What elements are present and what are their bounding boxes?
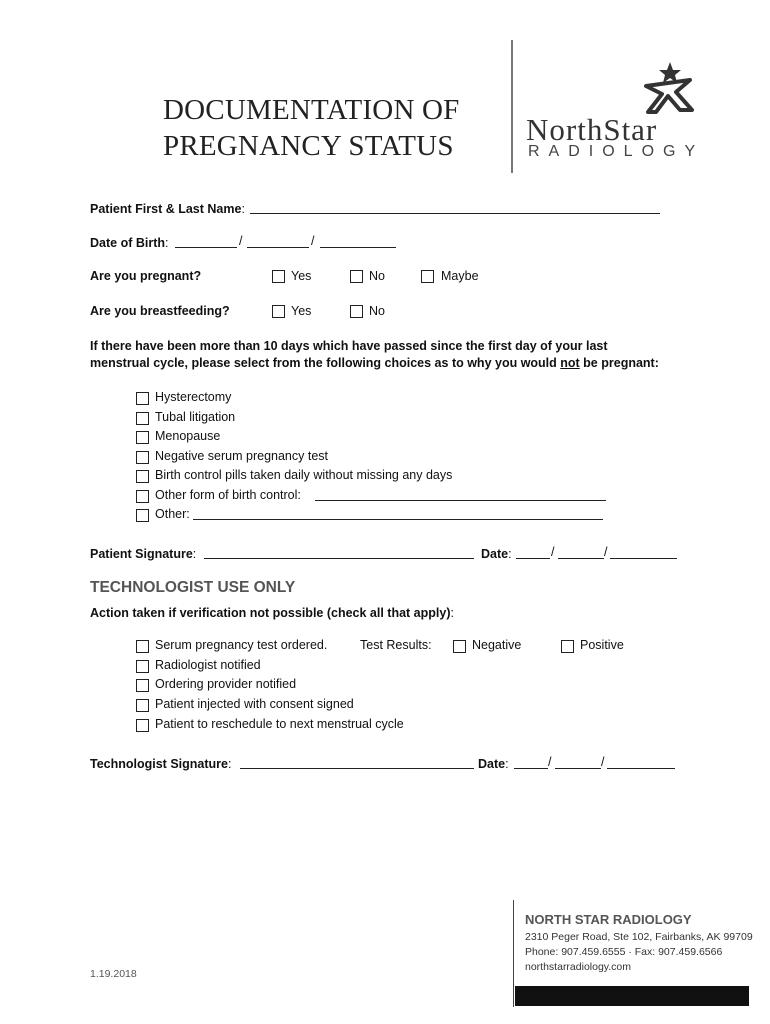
patient-name-field[interactable] — [250, 213, 660, 214]
test-positive-checkbox[interactable] — [561, 640, 574, 653]
dob-row: Date of Birth: — [90, 236, 169, 250]
action-label-row: Action taken if verification not possible (check all that apply): — [90, 606, 454, 620]
emphasis-not: not — [560, 356, 580, 370]
reason-other-birth-control-checkbox[interactable] — [136, 490, 149, 503]
footer-address: 2310 Peger Road, Ste 102, Fairbanks, AK 99709 — [525, 931, 753, 943]
patient-date-year-field[interactable] — [610, 558, 677, 559]
reason-birth-control-pills-checkbox[interactable] — [136, 470, 149, 483]
reason-label: Other form of birth control: — [155, 487, 301, 502]
breastfeeding-no-label: No — [369, 304, 385, 318]
document-title — [163, 92, 503, 164]
reason-label: Negative serum pregnancy test — [155, 448, 329, 463]
technologist-date-year-field[interactable] — [607, 768, 675, 769]
pregnant-label: Are you pregnant? — [90, 269, 202, 283]
date-separator: / — [551, 545, 555, 559]
pregnant-no-checkbox[interactable] — [350, 270, 363, 283]
version-date: 1.19.2018 — [90, 968, 137, 980]
test-negative-checkbox[interactable] — [453, 640, 466, 653]
footer-bar — [515, 986, 749, 1006]
logo-wordmark: NorthStar — [526, 112, 658, 147]
footer-divider — [513, 900, 514, 1007]
test-positive-label: Positive — [580, 638, 624, 652]
technologist-date-day-field[interactable] — [555, 768, 601, 769]
action-label: Patient to reschedule to next menstrual cycle — [155, 716, 404, 731]
patient-date-month-field[interactable] — [516, 558, 550, 559]
date-separator: / — [548, 755, 552, 769]
logo-subtitle: RADIOLOGY — [528, 143, 705, 160]
breastfeeding-yes-checkbox[interactable] — [272, 305, 285, 318]
technologist-date-month-field[interactable] — [514, 768, 548, 769]
reason-menopause-checkbox[interactable] — [136, 431, 149, 444]
dob-label: Date of Birth — [90, 236, 165, 250]
pregnant-yes-checkbox[interactable] — [272, 270, 285, 283]
reason-negative-serum-checkbox[interactable] — [136, 451, 149, 464]
pregnant-yes-label: Yes — [291, 269, 312, 283]
instructions-line-1: If there have been more than 10 days which have passed since the first day of your last — [90, 339, 608, 353]
title-line-2: PREGNANCY STATUS — [163, 130, 454, 162]
action-reschedule-checkbox[interactable] — [136, 719, 149, 732]
technologist-signature-row: Technologist Signature: — [90, 757, 232, 771]
technologist-date-row: Date: — [478, 757, 509, 771]
action-label: Serum pregnancy test ordered. — [155, 638, 328, 652]
dob-day-field[interactable] — [247, 247, 309, 248]
test-results-label: Test Results: — [360, 638, 432, 652]
action-label: Action taken if verification not possible (check all that apply) — [90, 606, 451, 620]
dob-separator: / — [311, 234, 315, 248]
breastfeeding-label: Are you breastfeeding? — [90, 304, 230, 318]
breastfeeding-no-checkbox[interactable] — [350, 305, 363, 318]
test-negative-label: Negative — [472, 638, 522, 652]
footer-company: NORTH STAR RADIOLOGY — [525, 912, 692, 927]
dob-month-field[interactable] — [175, 247, 237, 248]
reason-label: Menopause — [155, 429, 221, 443]
patient-date-row: Date: — [481, 547, 512, 561]
other-birth-control-field[interactable] — [315, 500, 606, 501]
pregnant-maybe-checkbox[interactable] — [421, 270, 434, 283]
patient-name-row: Patient First & Last Name: — [90, 202, 245, 216]
reason-hysterectomy-checkbox[interactable] — [136, 392, 149, 405]
action-injected-consent-checkbox[interactable] — [136, 699, 149, 712]
footer-website[interactable]: northstarradiology.com — [525, 961, 632, 973]
patient-date-day-field[interactable] — [558, 558, 604, 559]
instructions-line-2: menstrual cycle, please select from the following choices as to why you would not be pregnant: — [90, 356, 659, 370]
title-line-1: DOCUMENTATION OF — [163, 94, 460, 126]
action-label: Radiologist notified — [155, 657, 261, 672]
footer-phone-fax: Phone: 907.459.6555 · Fax: 907.459.6566 — [525, 946, 723, 958]
other-reason-field[interactable] — [193, 519, 603, 520]
date-separator: / — [604, 545, 608, 559]
patient-signature-field[interactable] — [204, 558, 474, 559]
date-separator: / — [601, 755, 605, 769]
action-radiologist-checkbox[interactable] — [136, 660, 149, 673]
technologist-heading: TECHNOLOGIST USE ONLY — [90, 579, 296, 596]
dob-year-field[interactable] — [320, 247, 396, 248]
patient-signature-label: Patient Signature — [90, 547, 193, 561]
reason-label: Birth control pills taken daily without missing any days — [155, 468, 453, 482]
patient-signature-row: Patient Signature: — [90, 547, 197, 561]
reason-label: Other: — [155, 507, 190, 521]
pregnant-no-label: No — [369, 269, 385, 283]
patient-date-label: Date — [481, 547, 509, 561]
action-serum-test-checkbox[interactable] — [136, 640, 149, 653]
action-ordering-provider-checkbox[interactable] — [136, 679, 149, 692]
technologist-signature-label: Technologist Signature — [90, 757, 228, 771]
breastfeeding-yes-label: Yes — [291, 304, 312, 318]
pregnant-maybe-label: Maybe — [441, 269, 479, 283]
action-label: Ordering provider notified — [155, 677, 297, 692]
header-divider — [511, 40, 513, 173]
reason-other-checkbox[interactable] — [136, 509, 149, 522]
dob-separator: / — [239, 234, 243, 248]
patient-name-label: Patient First & Last Name — [90, 202, 242, 216]
reason-label: Tubal litigation — [155, 409, 236, 424]
technologist-signature-field[interactable] — [240, 768, 474, 769]
technologist-date-label: Date — [478, 757, 506, 771]
reason-label: Hysterectomy — [155, 390, 232, 404]
action-label: Patient injected with consent signed — [155, 697, 354, 712]
reason-tubal-checkbox[interactable] — [136, 412, 149, 425]
